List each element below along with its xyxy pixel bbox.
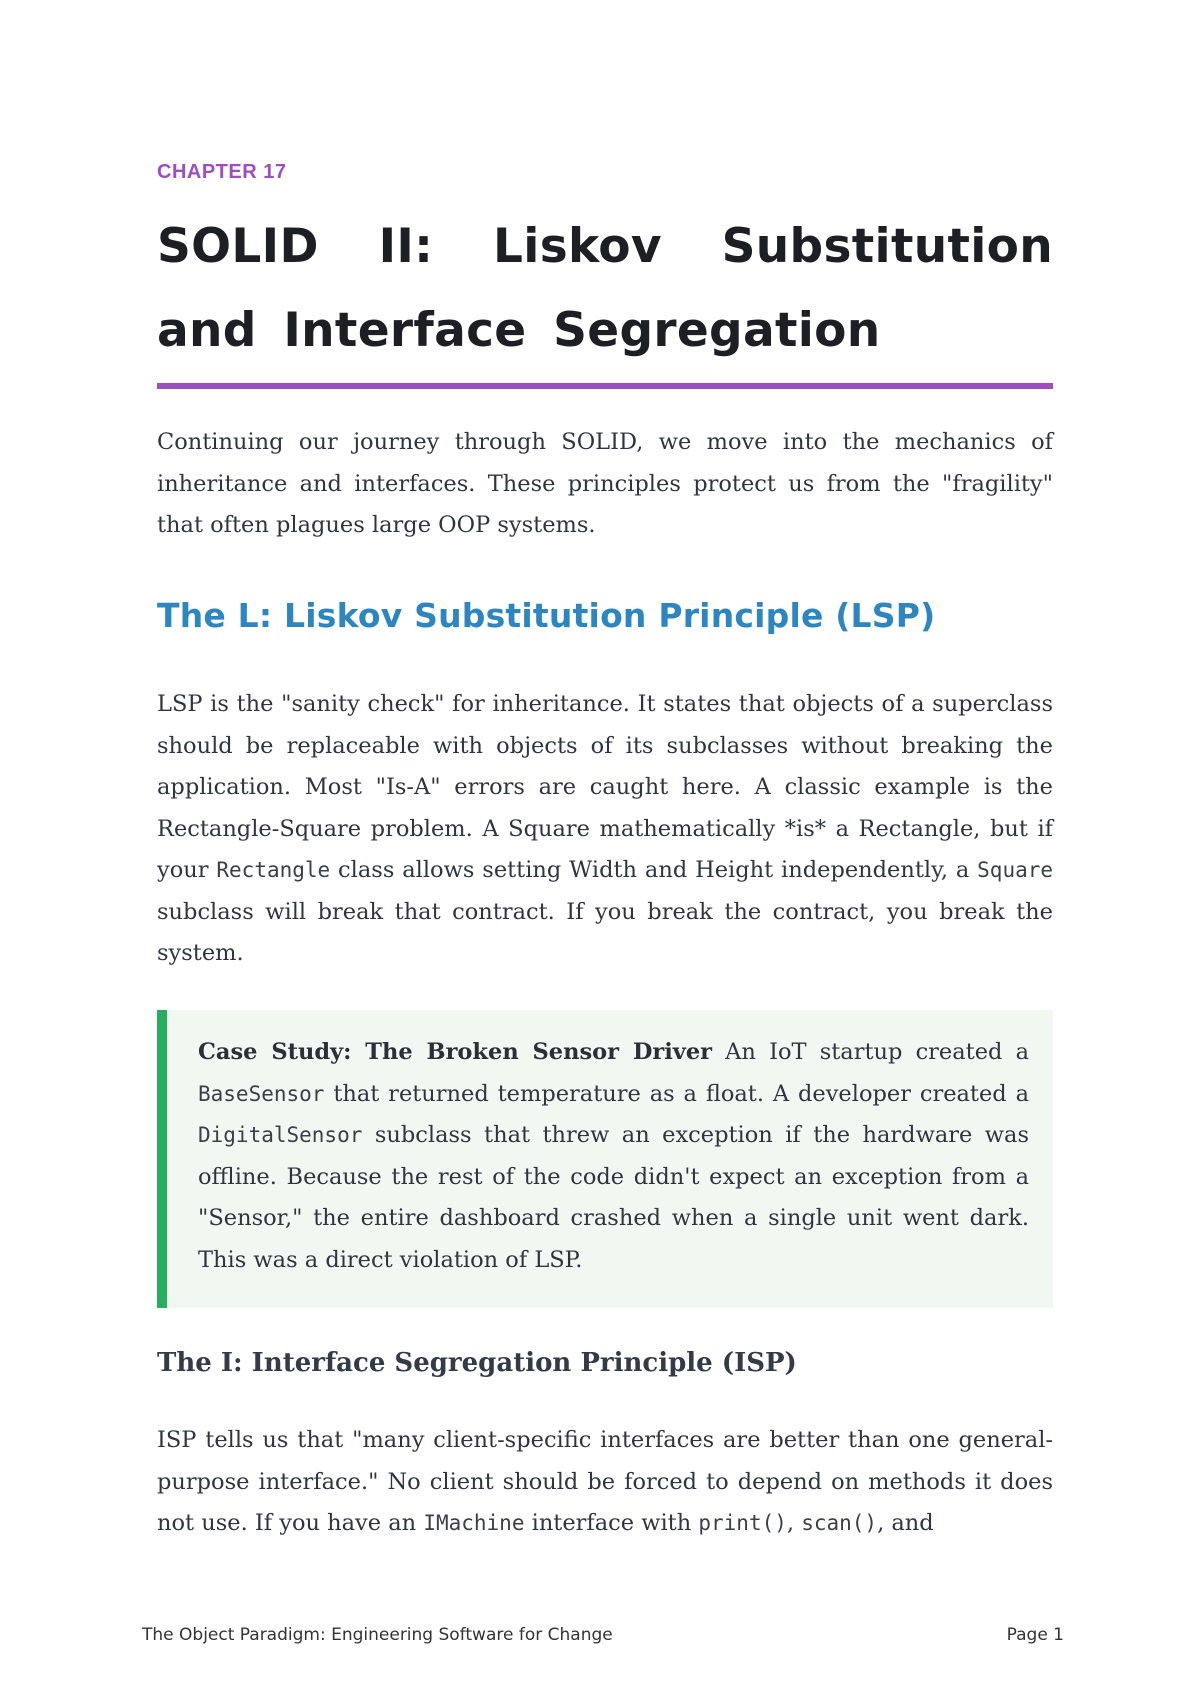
code-scan: scan() [801,1511,878,1535]
code-rectangle: Rectangle [216,858,331,882]
lsp-paragraph [157,684,1053,975]
chapter-label: CHAPTER 17 [157,161,287,183]
case-study-text-1: An IoT startup created a [712,1039,1029,1065]
isp-text-4: , and [877,1510,934,1536]
footer-book-title: The Object Paradigm: Engineering Software for Change [142,1625,613,1645]
case-study-text [198,1032,1029,1281]
lsp-text-1: LSP is the "sanity check" for inheritance. It states that objects of a superclass should be replaceable with objects of its subclasses without breaking the application. Most "Is-A" errors are caught here. A classic example is the Rectangle-Square problem. A Square mathematically *is* a Rectangle, but if your [157,691,1053,883]
isp-paragraph [157,1420,1053,1545]
lsp-heading: The L: Liskov Substitution Principle (LSP) [157,596,936,635]
code-print: print() [698,1511,787,1535]
title-divider [157,383,1053,389]
intro-paragraph: Continuing our journey through SOLID, we move into the mechanics of inheritance and interfaces. These principles protect us from the "fragility" that often plagues large OOP systems. [157,429,1053,538]
footer-page-number: Page 1 [1006,1625,1064,1645]
chapter-title: SOLID II: Liskov Substitution and Interface Segregation [157,219,1053,358]
lsp-text-3: subclass will break that contract. If you break the contract, you break the system. [157,898,1053,966]
isp-text-2: interface with [524,1510,699,1536]
lsp-text-2: class allows setting Width and Height independently, a [330,857,978,883]
case-study-text-3: subclass that threw an exception if the hardware was offline. Because the rest of the code didn't expect an exception from a "Sensor," the entire dashboard crashed when a single unit went dark. This was a direct violation of LSP. [198,1122,1029,1273]
code-base-sensor: BaseSensor [198,1081,325,1106]
case-study-title: Case Study: The Broken Sensor Driver [198,1039,713,1065]
case-study-callout [157,1010,1053,1308]
isp-text-3: , [786,1510,802,1536]
code-digital-sensor: DigitalSensor [198,1123,363,1147]
code-square: Square [977,858,1054,882]
isp-heading: The I: Interface Segregation Principle (ISP) [157,1348,797,1378]
code-imachine: IMachine [423,1511,525,1535]
isp-text-1: ISP tells us that "many client-specific interfaces are better than one general-purpose interface." No client should be forced to depend on methods it does not use. If you have an [157,1427,1053,1536]
case-study-text-2: that returned temperature as a float. A developer created a [324,1080,1029,1107]
